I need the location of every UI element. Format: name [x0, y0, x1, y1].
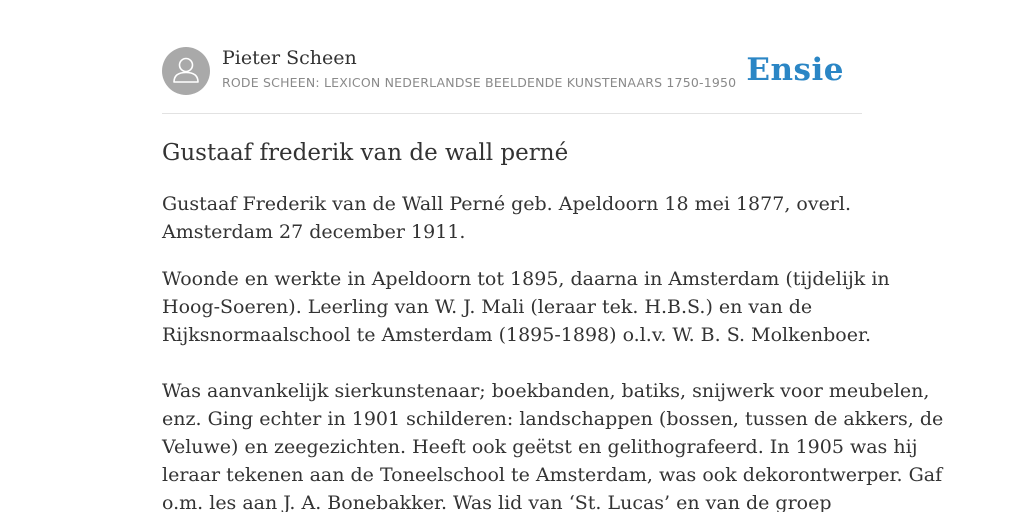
paragraph-line: Veluwe) en zeegezichten. Heeft ook geëtst en gelithografeerd. In 1905 was hij [162, 436, 918, 458]
paragraph-line: Hoog-Soeren). Leerling van W. J. Mali (leraar tek. H.B.S.) en van de [162, 296, 813, 318]
article-title: Gustaaf frederik van de wall perné [162, 140, 569, 166]
paragraph-line: Woonde en werkte in Apeldoorn tot 1895, daarna in Amsterdam (tijdelijk in [162, 268, 890, 290]
author-name[interactable]: Pieter Scheen [222, 47, 357, 69]
paragraph-line: Amsterdam 27 december 1911. [162, 221, 466, 243]
paragraph-line: o.m. les aan J. A. Bonebakker. Was lid van ‘St. Lucas’ en van de groep [162, 492, 832, 512]
avatar[interactable] [162, 47, 210, 95]
article-body [162, 190, 944, 512]
user-silhouette-icon [162, 47, 210, 95]
article-header [162, 46, 862, 96]
paragraph-line: leraar tekenen aan de Toneelschool te Amsterdam, was ook dekorontwerper. Gaf [162, 464, 943, 486]
paragraph-line: Rijksnormaalschool te Amsterdam (1895-1898) o.l.v. W. B. S. Molkenboer. [162, 324, 871, 346]
paragraph-gap [162, 246, 862, 265]
paragraph-line: Gustaaf Frederik van de Wall Perné geb. Apeldoorn 18 mei 1877, overl. [162, 193, 852, 215]
paragraph-line: Was aanvankelijk sierkunstenaar; boekbanden, batiks, snijwerk voor meubelen, [162, 380, 930, 402]
brand-logo[interactable]: Ensie [746, 52, 844, 88]
paragraph-line: enz. Ging echter in 1901 schilderen: landschappen (bossen, tussen de akkers, de [162, 408, 944, 430]
source-title[interactable]: RODE SCHEEN: LEXICON NEDERLANDSE BEELDENDE KUNSTENAARS 1750-1950 [222, 75, 737, 90]
paragraph-gap [162, 349, 862, 377]
header-divider [162, 113, 862, 114]
